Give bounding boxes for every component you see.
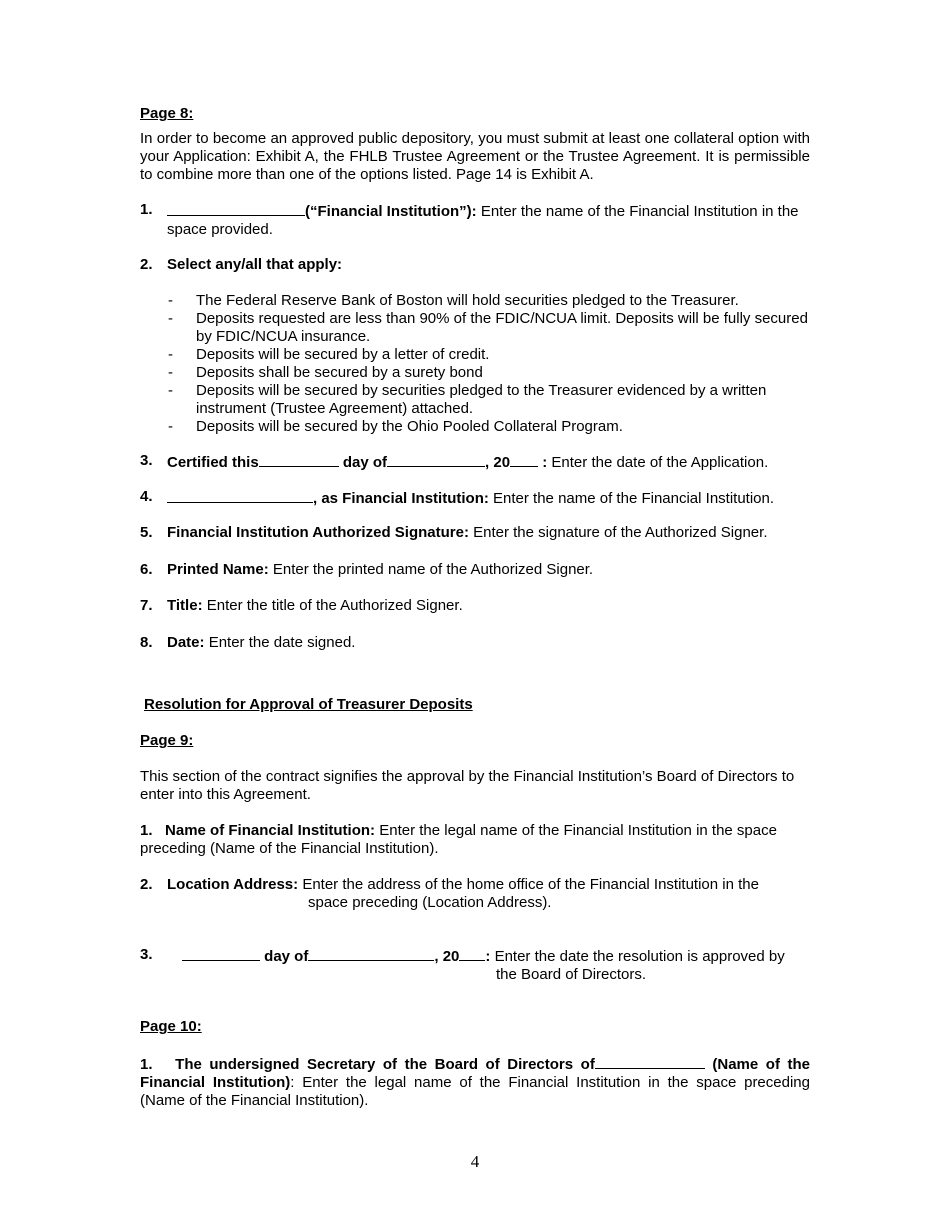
page8-item-8 (140, 634, 810, 652)
item-label: Name of Financial Institution: (165, 822, 376, 839)
item-text: Enter the date signed. (208, 634, 356, 651)
list-item: - Deposits will be secured by a letter of credit. (168, 346, 490, 363)
item-text: Enter the date of the Application. (551, 454, 769, 471)
item-number: 1. (140, 201, 153, 218)
blank-line (259, 452, 339, 467)
item-label: (“Financial Institution”): (305, 203, 477, 220)
page9-intro: This section of the contract signifies the approval by the Financial Institution’s Board of Directors to enter into this Agreement. (140, 768, 795, 803)
page9-item-1: 1. Name of Financial Institution: Enter the legal name of the Financial Institution in the space preceding (Name of the Financial Institution). (140, 822, 777, 857)
list-item: - Deposits will be secured by the Ohio Pooled Collateral Program. (168, 418, 623, 435)
item-text-continued: the Board of Directors. (496, 966, 647, 983)
list-item: - The Federal Reserve Bank of Boston will hold securities pledged to the Treasurer. (168, 292, 739, 309)
page8-item-5 (140, 524, 810, 542)
page9-heading: Page 9: (140, 732, 194, 749)
item-text: Enter the signature of the Authorized Signer. (473, 524, 768, 541)
item-number: 2. (140, 256, 153, 273)
page8-item-2 (140, 256, 810, 274)
item-number: 7. (140, 597, 153, 614)
blank-line (182, 946, 260, 961)
list-item: - Deposits shall be secured by a surety bond (168, 364, 483, 381)
page8-intro: In order to become an approved public depository, you must submit at least one collateral option with your Application: Exhibit A, the FHLB Trustee Agreement or the Trustee Agreement. It is permissible to combine more than one of the options listed. Page 14 is Exhibit A. (140, 130, 810, 183)
item-number: 2. (140, 876, 153, 893)
page10-item-1: 1. The undersigned Secretary of the Board of Directors of (Name of the Financial Institution): Enter the legal name of the Financial Institution in the space preceding (Name of the Financial Institution). (140, 1056, 811, 1109)
list-item: - Deposits will be secured by securities pledged to the Treasurer evidenced by a written instrument (Trustee Agreement) attached. (168, 382, 767, 417)
item-label: Title: (167, 597, 203, 614)
item-label: Date: (167, 634, 205, 651)
item-label: Printed Name: (167, 561, 269, 578)
section-title: Resolution for Approval of Treasurer Deposits (144, 696, 473, 713)
blank-line (510, 452, 538, 467)
blank-line (387, 452, 485, 467)
item-text: Enter the address of the home office of the Financial Institution in the (302, 876, 759, 893)
item-text-continued: space preceding (Location Address). (308, 894, 552, 911)
item-number: 6. (140, 561, 153, 578)
page8-item-3: 3. Certified this day of , 20 : Enter the date of the Application. (140, 452, 769, 471)
item-number: 5. (140, 524, 153, 541)
item-text: Enter the title of the Authorized Signer. (206, 597, 463, 614)
page10-heading: Page 10: (140, 1018, 202, 1035)
page8-item-6 (140, 561, 810, 579)
blank-line (308, 946, 434, 961)
item-label: Select any/all that apply: (167, 256, 343, 273)
item-text: Enter the name of the Financial Institution. (493, 490, 775, 507)
list-item: - Deposits requested are less than 90% of the FDIC/NCUA limit. Deposits will be fully secured by FDIC/NCUA insurance. (168, 310, 808, 345)
page9-item-2 (140, 876, 810, 912)
collateral-options-list (140, 292, 810, 436)
page8-item-4 (140, 488, 810, 508)
page8-item-7 (140, 597, 810, 615)
blank-line (167, 201, 305, 216)
page8-item-1 (140, 201, 810, 239)
page-number: 4 (470, 1152, 480, 1171)
item-number: 8. (140, 634, 153, 651)
item-label: Financial Institution Authorized Signature: (167, 524, 469, 541)
blank-line (167, 488, 313, 503)
blank-line (459, 946, 485, 961)
item-text: Enter the date the resolution is approved by (494, 948, 785, 965)
item-label: , as Financial Institution: (313, 490, 489, 507)
item-text: Enter the name of the Financial Institution in the space provided. (167, 203, 799, 238)
item-text: Enter the printed name of the Authorized Signer. (272, 561, 594, 578)
item-number: 4. (140, 488, 153, 505)
blank-line (595, 1054, 705, 1069)
page8-heading: Page 8: (140, 105, 194, 122)
item-text: Enter the legal name of the Financial Institution in the space preceding (Name of the Financial Institution). (140, 822, 777, 857)
item-number: 3. (140, 452, 153, 469)
item-label: Location Address: (167, 876, 299, 893)
item-text: : Enter the legal name of the Financial Institution in the space preceding (Name of the Financial Institution). (140, 1074, 810, 1109)
item-number: 3. (140, 946, 153, 963)
page9-item-3: 3. day of , 20 : Enter the date the resolution is approved by the Board of Directors. (140, 946, 810, 984)
